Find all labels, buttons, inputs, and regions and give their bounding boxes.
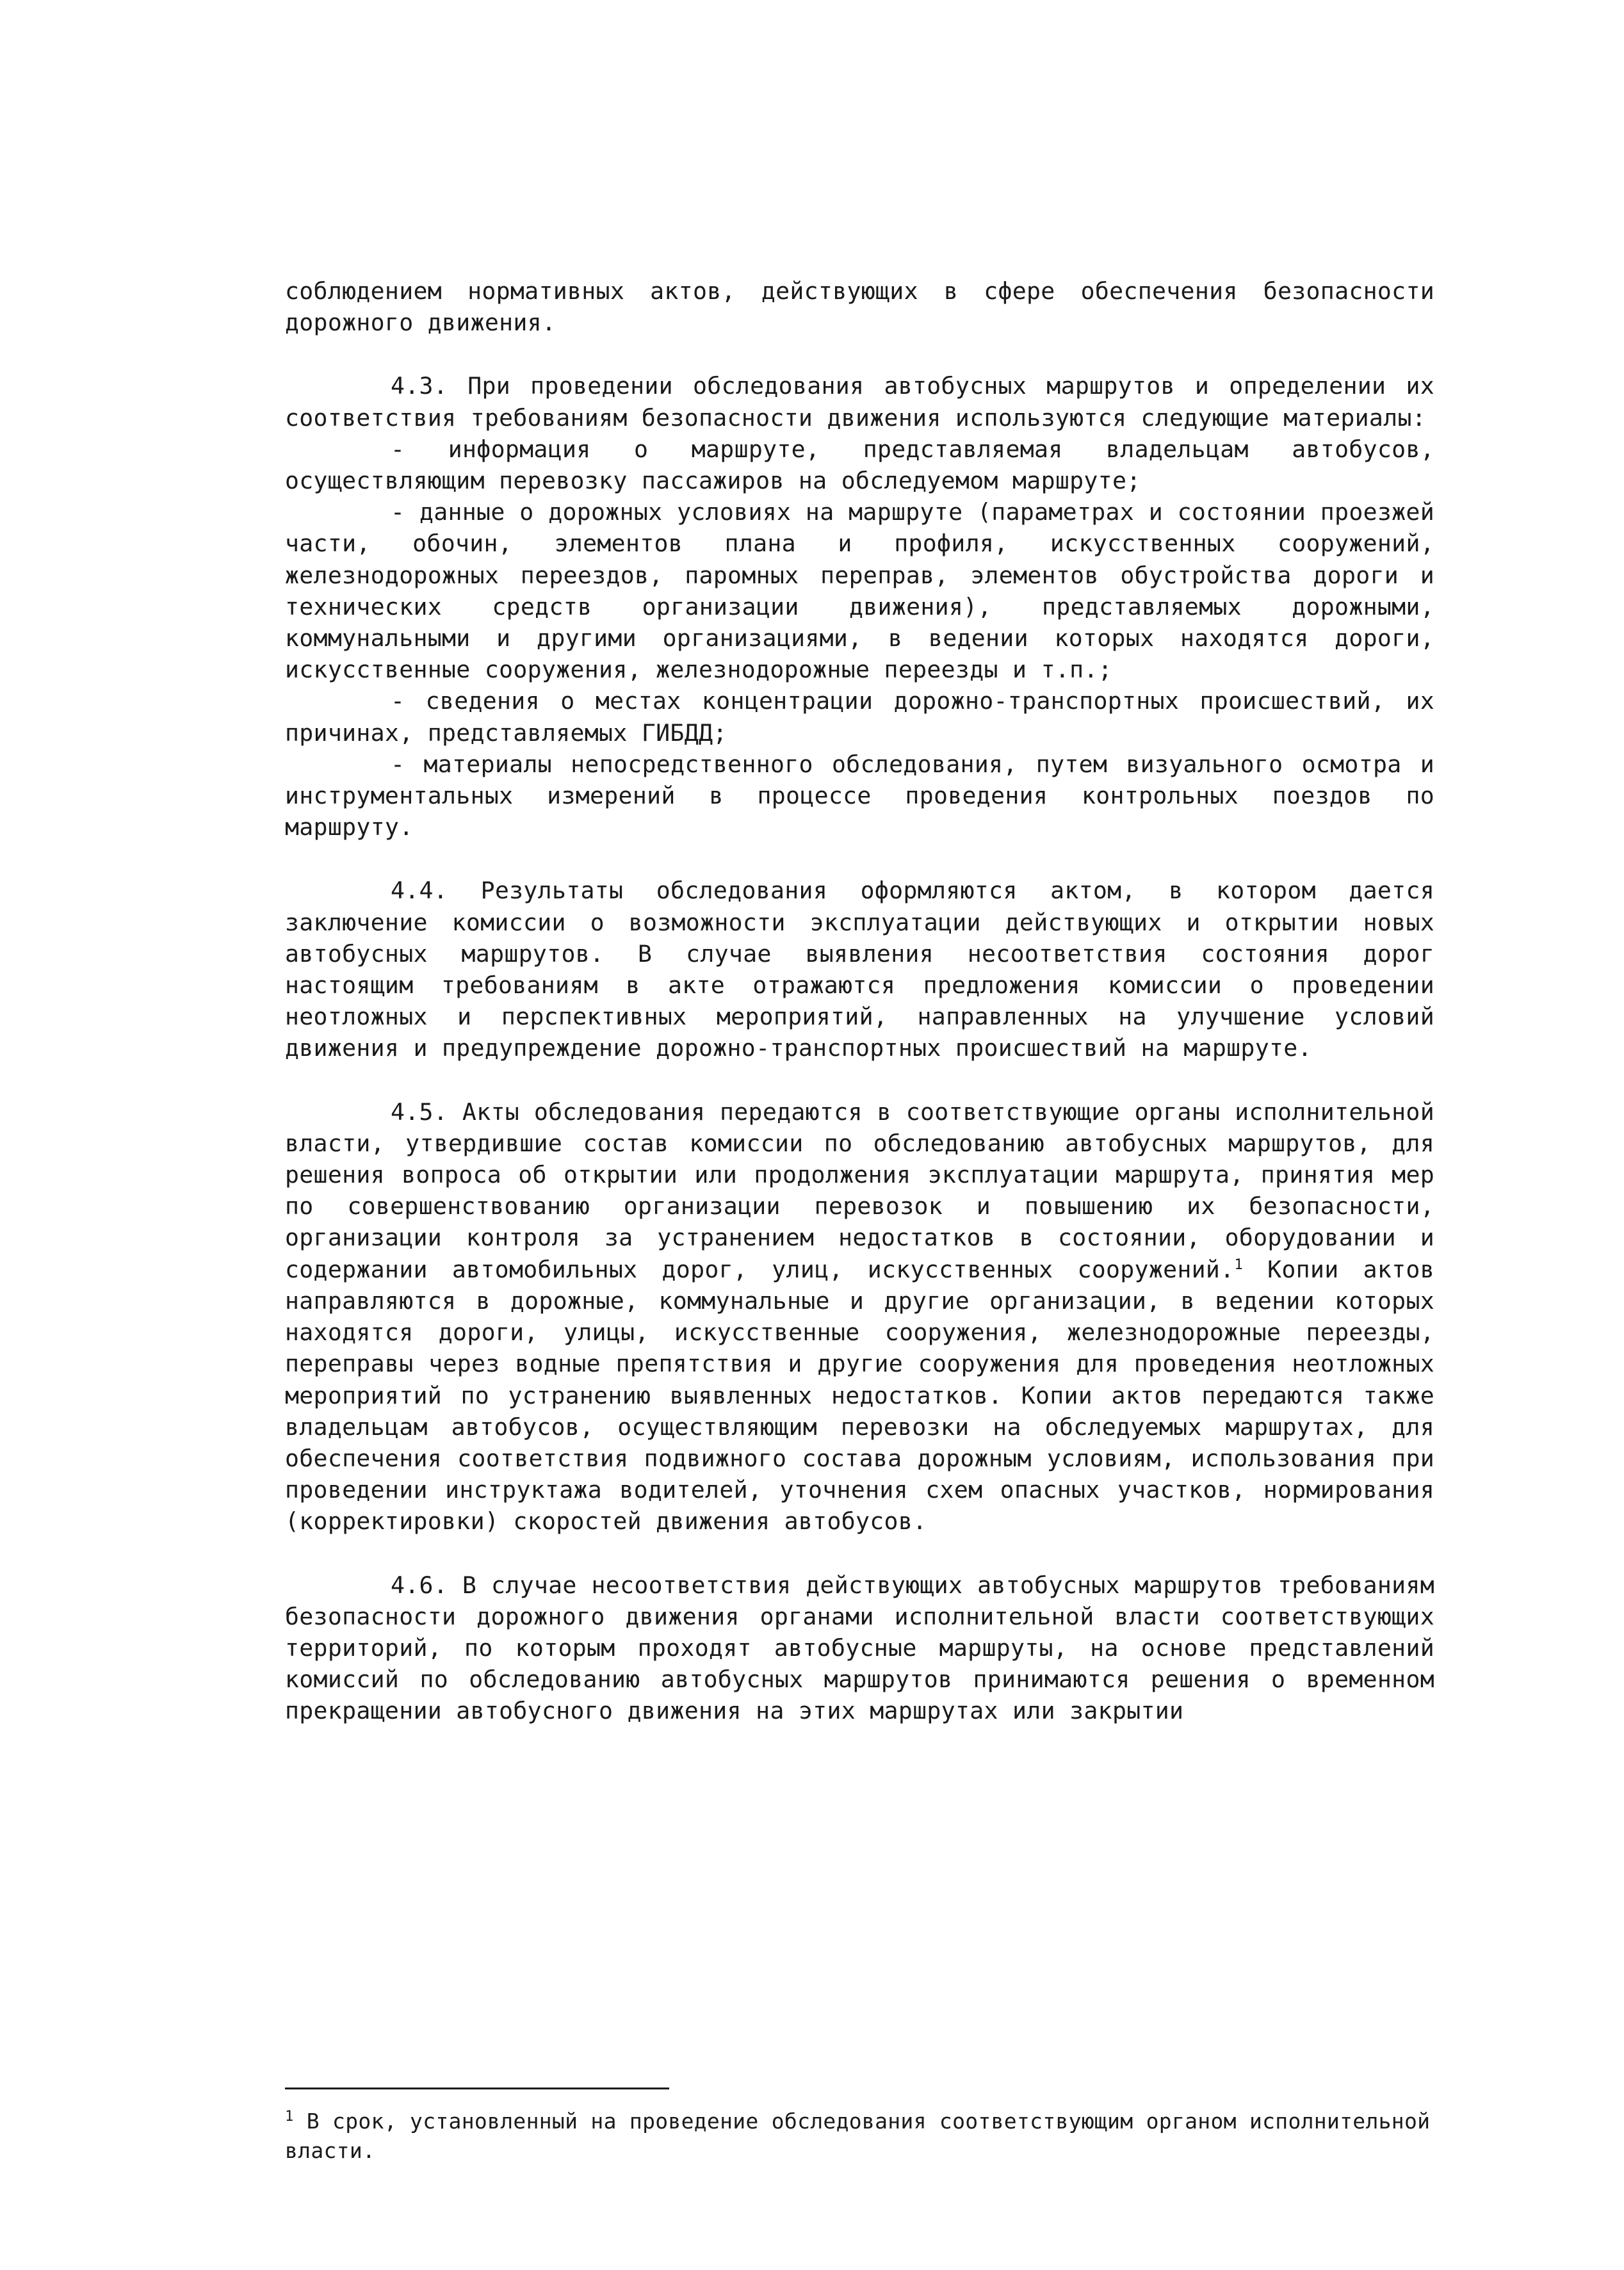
paragraph-gap [285, 843, 1434, 875]
section-4-5-text-before: 4.5. Акты обследования передаются в соответствующие органы исполнительной власти, утвердившие состав комиссии по обследованию автобусных маршрутов, для решения вопроса об открытии или продолжения эксплуатации маршрута, принятия мер по совершенствованию организации перевозок и повышению их безопасности, организации контроля за устранением недостатков в состоянии, оборудовании и содержании автомобильных дорог, улиц, искусственных сооружений. [285, 1098, 1434, 1283]
footnote-text: В срок, установленный на проведение обследования соответствующим органом исполнительной власти. [285, 2109, 1431, 2163]
footnote-separator [285, 2088, 669, 2089]
section-4-5 [285, 1096, 1434, 1537]
document-body [285, 275, 1434, 1727]
section-4-6: 4.6. В случае несоответствия действующих автобусных маршрутов требованиям безопасности дорожного движения органами исполнительной власти соответствующих территорий, по которым проходят автобусные маршруты, на основе представлений комиссий по обследованию автобусных маршрутов принимаются решения о временном прекращении автобусного движения на этих маршрутах или закрытии [285, 1571, 1434, 1725]
section-4-3-item-1: - информация о маршруте, представляемая владельцам автобусов, осуществляющим перевозку пассажиров на обследуемом маршруте; [285, 435, 1434, 495]
footnote-reference[interactable]: 1 [1234, 1256, 1244, 1273]
section-4-3-item-2: - данные о дорожных условиях на маршруте (параметрах и состоянии проезжей части, обочин, элементов плана и профиля, искусственных сооружений, железнодорожных переездов, паромных переправ, элементов обустройства дороги и технических средств организации движения), представляемых дорожными, коммунальными и другими организациями, в ведении которых находятся дороги, искусственные сооружения, железнодорожные переезды и т.п.; [285, 498, 1434, 684]
paragraph-gap [285, 1537, 1434, 1569]
section-4-3-item-3: - сведения о местах концентрации дорожно-транспортных происшествий, их причинах, представляемых ГИБДД; [285, 687, 1434, 747]
section-4-5-text-after: Копии актов направляются в дорожные, коммунальные и другие организации, в ведении которых находятся дороги, улицы, искусственные сооружения, железнодорожные переезды, переправы через водные препятствия и другие сооружения для проведения неотложных мероприятий по устранению выявленных недостатков. Копии актов передаются также владельцам автобусов, осуществляющим перевозки на обследуемых маршрутах, для обеспечения соответствия подвижного состава дорожным условиям, использования при проведении инструктажа водителей, уточнения схем опасных участков, нормирования (корректировки) скоростей движения автобусов. [285, 1255, 1434, 1536]
footnote [285, 2107, 1476, 2166]
continuation-paragraph: соблюдением нормативных актов, действующих в сфере обеспечения безопасности дорожного движения. [285, 277, 1434, 337]
section-4-4: 4.4. Результаты обследования оформляются актом, в котором дается заключение комиссии о возможности эксплуатации действующих и открытии новых автобусных маршрутов. В случае выявления несоответствия состояния дорог настоящим требованиям в акте отражаются предложения комиссии о проведении неотложных и перспективных мероприятий, направленных на улучшение условий движения и предупреждение дорожно-транспортных происшествий на маршруте. [285, 877, 1434, 1062]
section-4-3-intro: 4.3. При проведении обследования автобусных маршрутов и определении их соответствия требованиям безопасности движения используются следующие материалы: [285, 372, 1434, 432]
footnote-mark: 1 [285, 2109, 294, 2125]
section-4-3-item-4: - материалы непосредственного обследования, путем визуального осмотра и инструментальных измерений в процессе проведения контрольных поездов по маршруту. [285, 750, 1434, 841]
paragraph-gap [285, 1064, 1434, 1096]
paragraph-gap [285, 338, 1434, 370]
